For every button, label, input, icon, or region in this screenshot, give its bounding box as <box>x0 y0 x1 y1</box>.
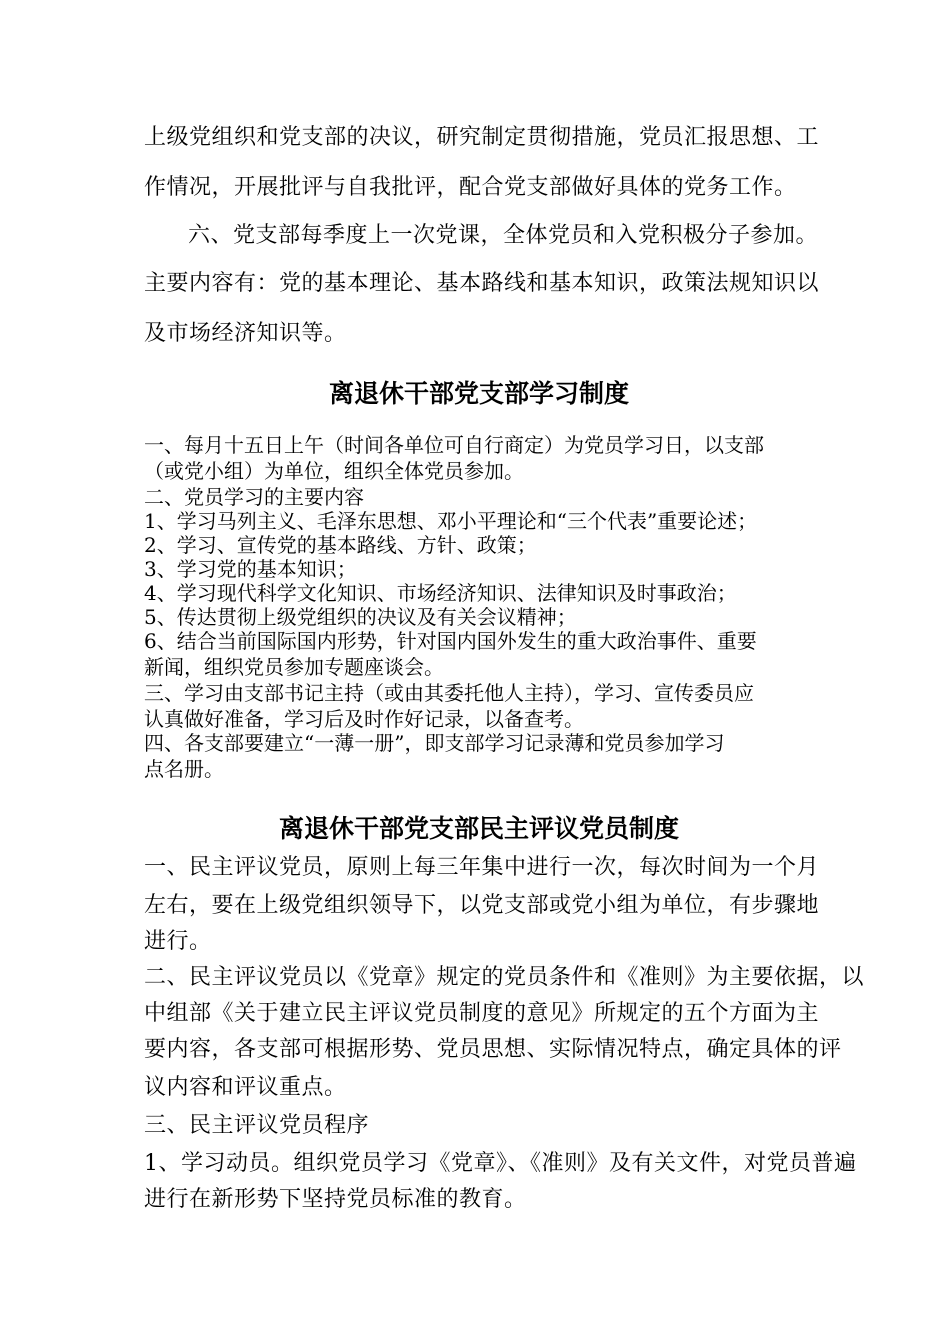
section-title-study: 离退休干部党支部学习制度 <box>328 379 629 408</box>
paragraph-line: 议内容和评议重点。 <box>144 1075 347 1100</box>
paragraph-line: 1、学习马列主义、毛泽东思想、邓小平理论和“三个代表”重要论述； <box>144 509 758 533</box>
paragraph-line: 进行在新形势下坚持党员标准的教育。 <box>144 1187 527 1212</box>
paragraph-line: 及市场经济知识等。 <box>144 321 347 346</box>
paragraph-line: 左右，要在上级党组织领导下，以党支部或党小组为单位，有步骤地 <box>144 893 820 918</box>
paragraph-line: 三、学习由支部书记主持（或由其委托他人主持），学习、宣传委员应 <box>144 681 754 705</box>
paragraph-line: 二、党员学习的主要内容 <box>144 485 364 509</box>
paragraph-line: 中组部《关于建立民主评议党员制度的意见》所规定的五个方面为主 <box>144 1001 820 1026</box>
paragraph-line: 认真做好准备，学习后及时作好记录，以备查考。 <box>144 707 584 731</box>
paragraph-line: 要内容，各支部可根据形势、党员思想、实际情况特点，确定具体的评 <box>144 1037 842 1062</box>
paragraph-line: 进行。 <box>144 929 212 954</box>
paragraph-line: 二、民主评议党员以《党章》规定的党员条件和《准则》为主要依据，以 <box>144 965 865 990</box>
paragraph-line: 2、学习、宣传党的基本路线、方针、政策； <box>144 533 537 557</box>
paragraph-line: 5、传达贯彻上级党组织的决议及有关会议精神； <box>144 605 577 629</box>
paragraph-line: 一、每月十五日上午（时间各单位可自行商定）为党员学习日，以支部 <box>144 433 764 457</box>
paragraph-line: 6、结合当前国际国内形势，针对国内国外发生的重大政治事件、重要 <box>144 629 757 653</box>
section-title-review: 离退休干部党支部民主评议党员制度 <box>278 814 679 843</box>
paragraph-line: 四、各支部要建立“一薄一册”，即支部学习记录薄和党员参加学习 <box>144 731 725 755</box>
paragraph-line: （或党小组）为单位，组织全体党员参加。 <box>144 459 524 483</box>
paragraph-line: 4、学习现代科学文化知识、市场经济知识、法律知识及时事政治； <box>144 581 737 605</box>
paragraph-line: 3、学习党的基本知识； <box>144 557 357 581</box>
paragraph-line: 上级党组织和党支部的决议，研究制定贯彻措施，党员汇报思想、工 <box>144 125 820 150</box>
paragraph-line: 一、民主评议党员，原则上每三年集中进行一次，每次时间为一个月 <box>144 855 820 880</box>
paragraph-line: 三、民主评议党员程序 <box>144 1113 370 1138</box>
paragraph-line: 六、党支部每季度上一次党课，全体党员和入党积极分子参加。 <box>188 223 819 248</box>
paragraph-line: 作情况，开展批评与自我批评，配合党支部做好具体的党务工作。 <box>144 175 797 200</box>
paragraph-line: 点名册。 <box>144 757 224 781</box>
paragraph-line: 1、学习动员。组织党员学习《党章》、《准则》及有关文件，对党员普遍 <box>144 1151 857 1176</box>
paragraph-line: 新闻，组织党员参加专题座谈会。 <box>144 655 444 679</box>
paragraph-line: 主要内容有：党的基本理论、基本路线和基本知识，政策法规知识以 <box>144 271 820 296</box>
